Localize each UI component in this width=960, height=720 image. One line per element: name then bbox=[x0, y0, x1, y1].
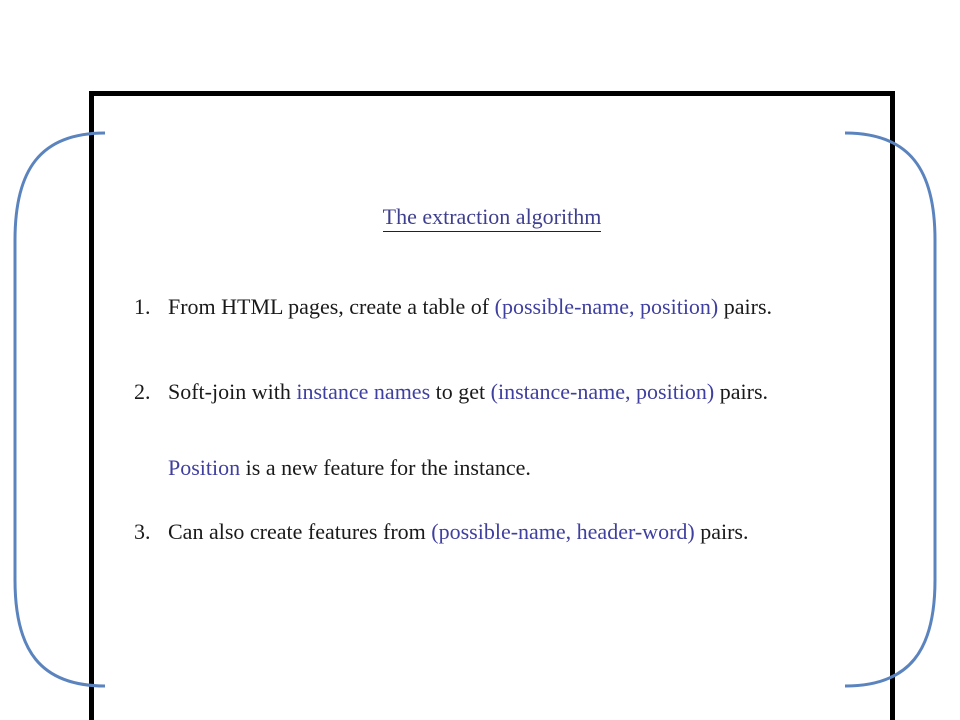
list-item-3 bbox=[134, 514, 864, 550]
list-item-body bbox=[168, 514, 864, 550]
list-item-text: From HTML pages, create a table of bbox=[168, 294, 495, 319]
list-item-highlight: instance names bbox=[296, 379, 431, 404]
list-item-text: Can also create features from bbox=[168, 519, 432, 544]
list-item-text: pairs. bbox=[694, 519, 749, 544]
slide-title-text: The extraction algorithm bbox=[383, 204, 602, 232]
list-item-highlight: (possible-name, header-word) bbox=[431, 519, 695, 544]
list-item-text: pairs. bbox=[714, 379, 769, 404]
slide-title bbox=[0, 204, 960, 230]
note-text: is a new feature for the instance. bbox=[240, 455, 531, 480]
list-item-body bbox=[168, 374, 864, 410]
list-item-2 bbox=[134, 374, 864, 410]
list-item-body bbox=[168, 289, 864, 325]
list-item-1 bbox=[134, 289, 864, 325]
list-item-number: 1. bbox=[134, 294, 151, 319]
list-item-highlight: (possible-name, position) bbox=[494, 294, 719, 319]
position-note bbox=[168, 450, 531, 486]
note-highlight: Position bbox=[168, 455, 241, 480]
list-item-highlight: (instance-name, position) bbox=[490, 379, 715, 404]
list-item-number: 2. bbox=[134, 379, 151, 404]
list-item-text: Soft-join with bbox=[168, 379, 297, 404]
list-item-text: pairs. bbox=[718, 294, 773, 319]
list-item-text: to get bbox=[430, 379, 491, 404]
list-item-number: 3. bbox=[134, 519, 151, 544]
